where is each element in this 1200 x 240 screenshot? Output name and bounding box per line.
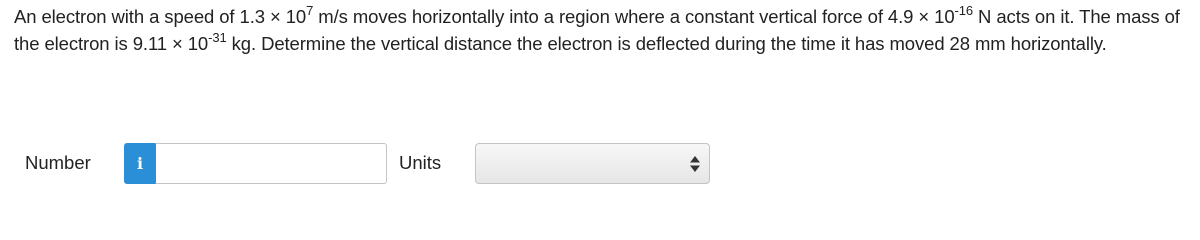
answer-row [0, 143, 1200, 185]
info-icon: i [136, 154, 144, 173]
question-part-1: An electron with a speed of 1.3 × 10 [14, 6, 307, 27]
force-exponent: -16 [954, 2, 974, 18]
mass-exponent: -31 [208, 29, 227, 45]
up-down-arrows-icon [689, 155, 701, 173]
number-input[interactable] [155, 143, 387, 184]
question-part-3: N acts on it. The mass of the electron is 9.11 × 10 [14, 6, 1180, 54]
question-part-2: m/s moves horizontally into a region where a constant vertical force of 4.9 × 10 [313, 6, 955, 27]
number-label: Number [25, 152, 91, 173]
units-label: Units [399, 152, 442, 173]
info-button[interactable] [124, 143, 156, 184]
question-part-4: kg. Determine the vertical distance the electron is deflected during the time it has moved 28 mm horizontally. [226, 33, 1107, 54]
units-select[interactable] [475, 143, 710, 184]
question-text [14, 3, 1194, 57]
speed-exponent: 7 [306, 2, 314, 18]
